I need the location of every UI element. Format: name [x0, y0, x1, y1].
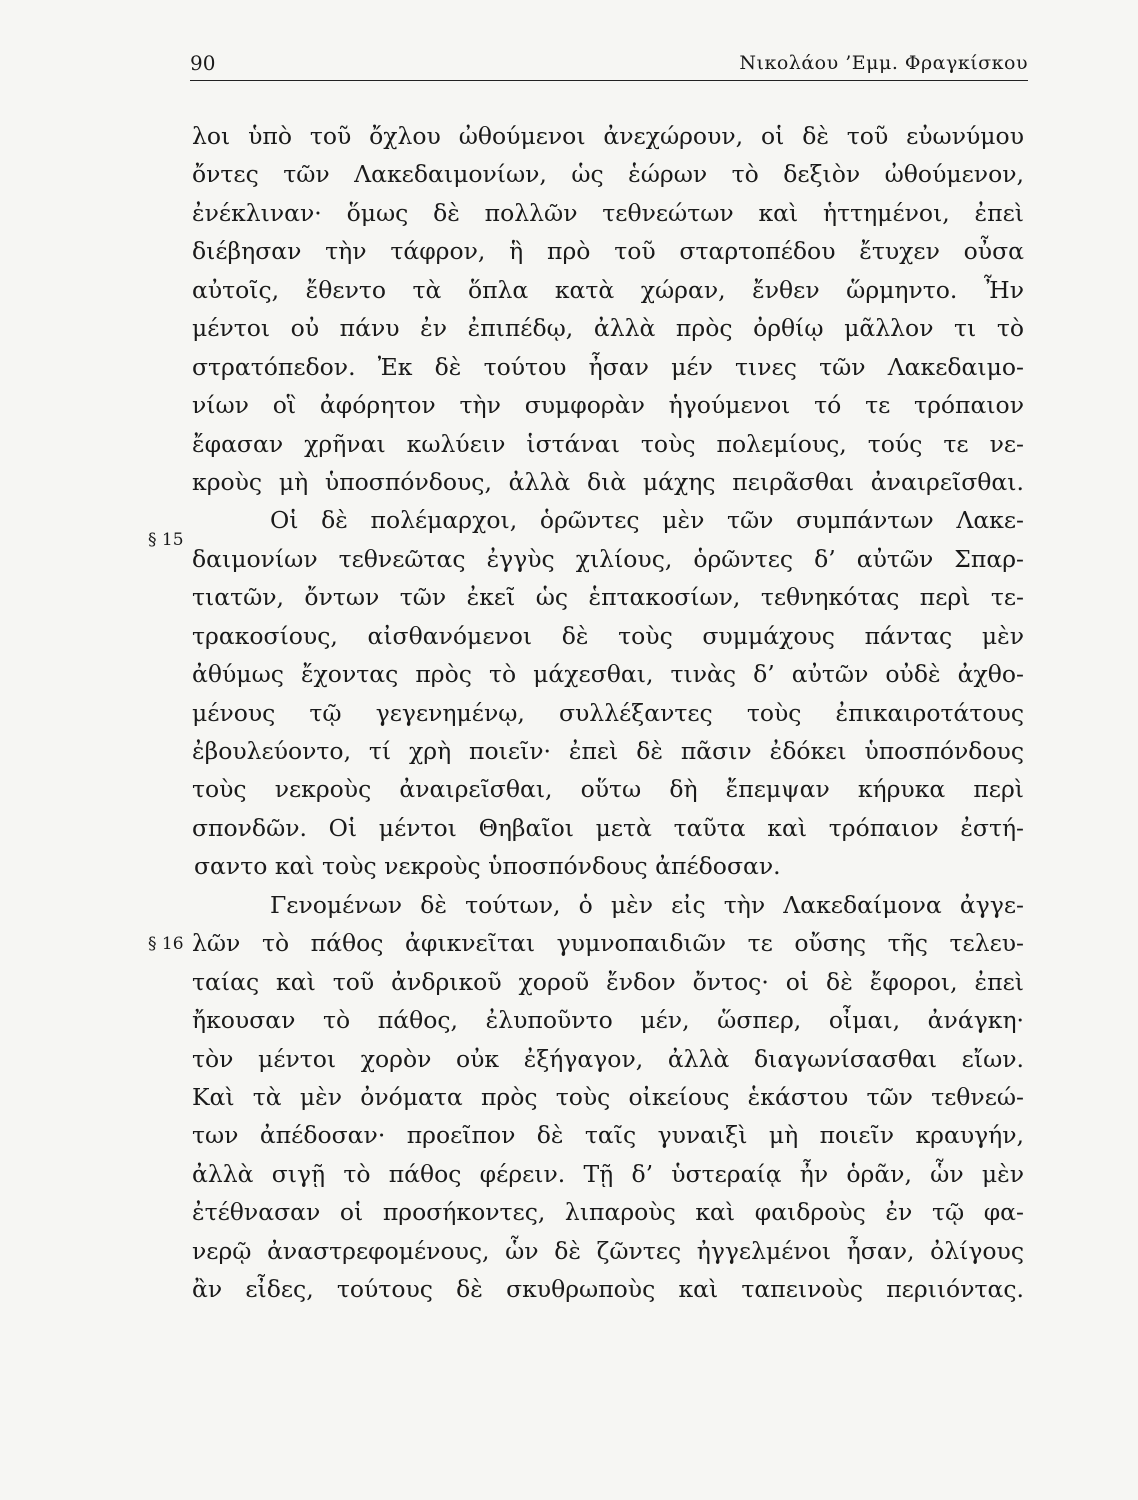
section-marker: § 15	[148, 530, 184, 550]
text-line: νίων οἳ ἀφόρητον τὴν συμφορὰν ἡγούμενοι τό τε τρόπαιον	[192, 391, 1024, 420]
text-line: τὸν μέντοι χορὸν οὐκ ἐξήγαγον, ἀλλὰ διαγωνίσασθαι εἴων.	[192, 1044, 1024, 1073]
text-line: Καὶ τὰ μὲν ὀνόματα πρὸς τοὺς οἰκείους ἑκάστου τῶν τεθνεώ-	[192, 1082, 1024, 1111]
paragraph-first-line: Οἱ δὲ πολέμαρχοι, ὁρῶντες μὲν τῶν συμπάντων Λακε-	[270, 506, 1024, 535]
section-marker: § 16	[148, 934, 184, 954]
text-line: τιατῶν, ὄντων τῶν ἐκεῖ ὡς ἑπτακοσίων, τεθνηκότας περὶ τε-	[192, 583, 1024, 612]
text-line: σαντο καὶ τοὺς νεκροὺς ὑποσπόνδους ἀπέδοσαν.	[194, 852, 781, 881]
text-line: στρατόπεδον. Ἐκ δὲ τούτου ἦσαν μέν τινες τῶν Λακεδαιμο-	[192, 352, 1024, 381]
text-line: αὐτοῖς, ἔθεντο τὰ ὅπλα κατὰ χώραν, ἔνθεν ὥρμηντο. Ἦν	[192, 275, 1024, 304]
text-line: ἤκουσαν τὸ πάθος, ἐλυποῦντο μέν, ὥσπερ, οἶμαι, ἀνάγκη·	[192, 1006, 1024, 1035]
text-line: ἐβουλεύοντο, τί χρὴ ποιεῖν· ἐπεὶ δὲ πᾶσιν ἐδόκει ὑποσπόνδους	[192, 737, 1024, 765]
text-line: ὄντες τῶν Λακεδαιμονίων, ὡς ἑώρων τὸ δεξιὸν ὠθούμενον,	[192, 160, 1024, 189]
text-line: ταίας καὶ τοῦ ἀνδρικοῦ χοροῦ ἔνδον ὄντος· οἱ δὲ ἔφοροι, ἐπεὶ	[192, 967, 1024, 996]
page-number: 90	[190, 51, 216, 75]
text-line: λοι ὑπὸ τοῦ ὄχλου ὠθούμενοι ἀνεχώρουν, οἱ δὲ τοῦ εὐωνύμου	[192, 122, 1024, 150]
text-line: νερῷ ἀναστρεφομένους, ὧν δὲ ζῶντες ἠγγελμένοι ἦσαν, ὀλίγους	[192, 1236, 1024, 1265]
text-line: ἔφασαν χρῆναι κωλύειν ἱστάναι τοὺς πολεμίους, τούς τε νε-	[192, 429, 1024, 458]
page-header	[190, 50, 1028, 81]
paragraph-first-line: Γενομένων δὲ τούτων, ὁ μὲν εἰς τὴν Λακεδαίμονα ἀγγε-	[270, 890, 1024, 919]
text-line: ἀλλὰ σιγῇ τὸ πάθος φέρειν. Τῇ δ’ ὑστεραίᾳ ἦν ὁρᾶν, ὧν μὲν	[192, 1159, 1024, 1188]
text-line: ἂν εἶδες, τούτους δὲ σκυθρωποὺς καὶ ταπεινοὺς περιιόντας.	[192, 1275, 1024, 1304]
text-line: διέβησαν τὴν τάφρον, ἣ πρὸ τοῦ σταρτοπέδου ἔτυχεν οὖσα	[192, 237, 1024, 266]
text-line: τρακοσίους, αἰσθανόμενοι δὲ τοὺς συμμάχους πάντας μὲν	[192, 621, 1024, 650]
text-line: των ἀπέδοσαν· προεῖπον δὲ ταῖς γυναιξὶ μὴ ποιεῖν κραυγήν,	[192, 1121, 1024, 1150]
text-line: κροὺς μὴ ὑποσπόνδους, ἀλλὰ διὰ μάχης πειρᾶσθαι ἀναιρεῖσθαι.	[192, 467, 1024, 496]
text-line: ἐνέκλιναν· ὅμως δὲ πολλῶν τεθνεώτων καὶ ἡττημένοι, ἐπεὶ	[192, 198, 1024, 227]
text-line: μέντοι οὐ πάνυ ἐν ἐπιπέδῳ, ἀλλὰ πρὸς ὀρθίῳ μᾶλλον τι τὸ	[192, 314, 1024, 343]
text-line: δαιμονίων τεθνεῶτας ἐγγὺς χιλίους, ὁρῶντες δ’ αὐτῶν Σπαρ-	[192, 544, 1024, 573]
body-text	[192, 117, 1024, 1309]
text-line: λῶν τὸ πάθος ἀφικνεῖται γυμνοπαιδιῶν τε οὔσης τῆς τελευ-	[192, 929, 1024, 958]
text-line: ἀθύμως ἔχοντας πρὸς τὸ μάχεσθαι, τινὰς δ’ αὐτῶν οὐδὲ ἀχθο-	[192, 660, 1024, 689]
text-line: σπονδῶν. Οἱ μέντοι Θηβαῖοι μετὰ ταῦτα καὶ τρόπαιον ἐστή-	[192, 813, 1024, 842]
text-line: τοὺς νεκροὺς ἀναιρεῖσθαι, οὕτω δὴ ἔπεμψαν κήρυκα περὶ	[192, 775, 1024, 804]
running-head: Νικολάου ’Εμμ. Φραγκίσκου	[739, 52, 1028, 74]
text-line: μένους τῷ γεγενημένῳ, συλλέξαντες τοὺς ἐπικαιροτάτους	[192, 698, 1024, 727]
text-line: ἐτέθνασαν οἱ προσήκοντες, λιπαροὺς καὶ φαιδροὺς ἐν τῷ φα-	[192, 1198, 1024, 1227]
